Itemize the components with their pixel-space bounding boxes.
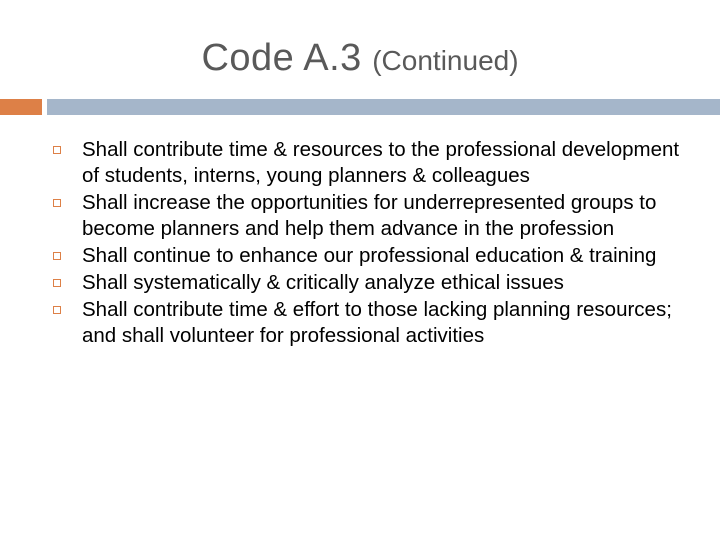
bullet-text: Shall systematically & critically analyze ethical issues bbox=[82, 271, 564, 294]
title-accent-bar-blue bbox=[47, 99, 720, 115]
bullet-item bbox=[52, 270, 692, 296]
square-outline-bullet-icon bbox=[53, 252, 61, 260]
bullet-item bbox=[52, 243, 692, 269]
square-outline-bullet-icon bbox=[53, 279, 61, 287]
square-outline-bullet-icon bbox=[53, 306, 61, 314]
bullet-text: Shall increase the opportunities for underrepresented groups to become planners and help them advance in the profession bbox=[82, 191, 657, 240]
slide-title-main: Code A.3 bbox=[201, 37, 362, 79]
slide-title-suffix: (Continued) bbox=[372, 45, 519, 76]
bullet-item bbox=[52, 190, 692, 242]
bullet-text: Shall contribute time & effort to those lacking planning resources; and shall volunteer for professional activities bbox=[82, 298, 672, 347]
bullet-list bbox=[52, 137, 692, 350]
bullet-text: Shall continue to enhance our professional education & training bbox=[82, 244, 657, 267]
title-accent-bar-orange bbox=[0, 99, 42, 115]
bullet-item bbox=[52, 137, 692, 189]
bullet-text: Shall contribute time & resources to the professional development of students, interns, young planners & colleagues bbox=[82, 138, 680, 187]
square-outline-bullet-icon bbox=[53, 146, 61, 154]
slide-title bbox=[0, 37, 720, 80]
bullet-item bbox=[52, 297, 692, 349]
square-outline-bullet-icon bbox=[53, 199, 61, 207]
